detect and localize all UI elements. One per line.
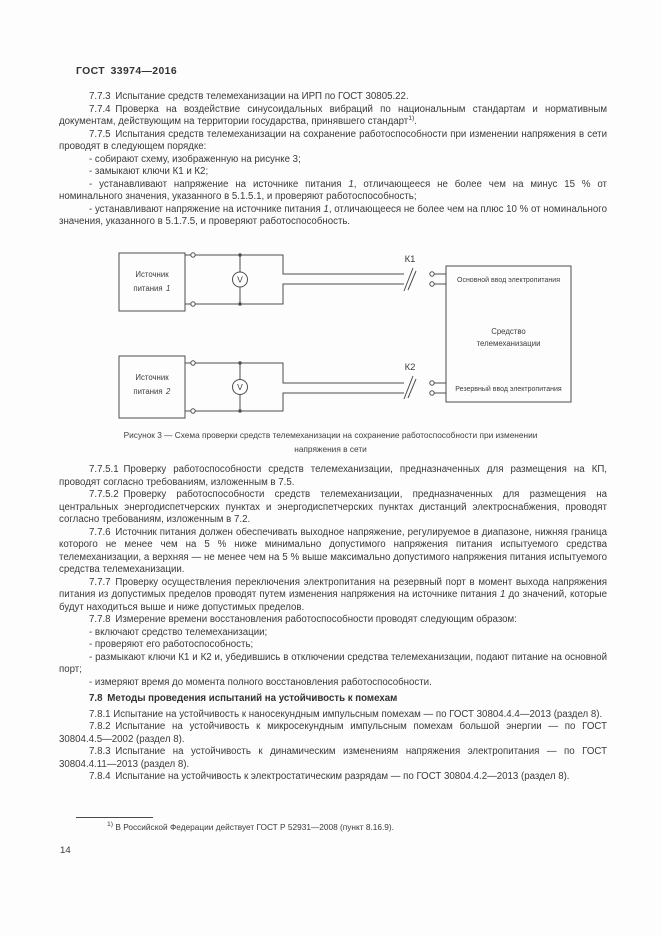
list-item: - измеряют время до момента полного восстановления работоспособности.	[89, 676, 432, 688]
figure-caption-line2: напряжения в сети	[294, 443, 367, 454]
list-item: - собирают схему, изображенную на рисунке 3;	[89, 153, 301, 165]
footnote-body: В Российской Федерации действует ГОСТ Р 52931—2008 (пункт 8.16.9).	[113, 822, 394, 832]
source-1-label-line1: Источник	[135, 270, 169, 279]
paragraph-text: .	[414, 116, 417, 127]
figure-caption-line1: Рисунок 3 — Схема проверки средств телемеханизации на сохранение работоспособности при изменении	[123, 430, 538, 440]
source-1-label-line2: питания	[133, 284, 163, 293]
figure-3	[52, 246, 572, 426]
source-2-number: 2	[166, 387, 171, 396]
paragraph-7-8-1: 7.8.1 Испытание на устойчивость к наносекундным импульсным помехам — по ГОСТ 30804.4.4—2013 (раздел 8).	[89, 708, 603, 720]
switch-k1-blade	[404, 268, 416, 291]
running-header: ГОСТ 33974—2016	[76, 66, 178, 77]
paragraph-text: 7.7.4 Проверка на воздействие синусоидальных вибраций по национальным стандартам и нормативным документам, действующим на территории государства, принявшего стандарт	[59, 103, 607, 127]
terminal	[430, 282, 434, 286]
switch-k2-label: К2	[404, 362, 416, 373]
device-label-line1: Средство	[491, 327, 526, 336]
paragraph-text: - устанавливают напряжение на источнике питания	[89, 203, 324, 215]
section-heading-7-8: 7.8 Методы проведения испытаний на устойчивость к помехам	[89, 693, 398, 704]
paragraph-7-7-4	[59, 104, 607, 129]
figure-3-caption	[0, 429, 661, 456]
footnote-block	[60, 817, 608, 833]
paragraph-text: - устанавливают напряжение на источнике питания	[89, 178, 349, 190]
terminal	[191, 361, 195, 365]
list-item	[59, 204, 607, 229]
paragraph-7-7-5-2: 7.7.5.2 Проверку работоспособности средств телемеханизации, предназначенных для размещения на центральных энергодиспетчерских пунктах и энергодиспетчерских пунктах дистанций электроснабжения, проводят согласно требованиям, изложенным в 7.2.	[59, 489, 607, 525]
voltmeter-1-letter: V	[237, 274, 243, 285]
switch-k1-label: К1	[404, 254, 416, 265]
source-2-label-line1: Источник	[135, 373, 169, 382]
source-1-number: 1	[166, 284, 171, 293]
paragraph-text: 7.7.7 Проверку осуществления переключения электропитания на резервный порт в момент выхода напряжения питания из допустимых пределов проводят путем изменения напряжения на источнике питания	[59, 576, 607, 600]
footnote-reference: 1)	[408, 114, 415, 122]
paragraph-7-8-2: 7.8.2 Испытание на устойчивость к микросекундным импульсным помехам большой энергии — по ГОСТ 30804.4.5—2002 (раздел 8).	[59, 721, 607, 745]
paragraph-7-7-8: 7.7.8 Измерение времени восстановления работоспособности проводят следующим образом:	[89, 614, 517, 625]
list-item: - замыкают ключи К1 и К2;	[89, 166, 209, 177]
power-source-1-box	[119, 253, 185, 311]
main-power-input-label: Основной ввод электропитания	[457, 277, 560, 284]
device-label-line2: телемеханизации	[476, 339, 541, 348]
paragraph-7-7-5: 7.7.5 Испытания средств телемеханизации на сохранение работоспособности при изменении напряжения в сети проводят в следующем порядке:	[59, 128, 607, 152]
italic-number: 1	[348, 178, 354, 190]
footnote-marker: 1)	[107, 821, 114, 829]
paragraph-7-7-6: 7.7.6 Источник питания должен обеспечивать выходное напряжение, регулируемое в диапазоне, нижняя граница которого не менее чем на 5 % ниже минимально допустимого напряжения питания испытуемого средства телемеханизации, а верхняя — не менее чем на 5 % выше максимально допустимого напряжения питания испытуемого средства телемеханизации.	[59, 526, 607, 575]
paragraph-text: до значений, которые будут находиться выше и ниже допустимых пределов.	[59, 589, 607, 613]
paragraph-7-8-4: 7.8.4 Испытание на устойчивость к электростатическим разрядам — по ГОСТ 30804.4.2—2013 (раздел 8).	[89, 771, 570, 782]
paragraph-7-7-7	[59, 577, 607, 615]
terminal	[430, 381, 434, 385]
page-number: 14	[60, 845, 71, 856]
reserve-power-input-label: Резервный ввод электропитания	[455, 386, 562, 393]
switch-k2-blade	[404, 376, 416, 399]
footnote-separator	[76, 817, 153, 818]
paragraph-7-7-5-1: 7.7.5.1 Проверку работоспособности средств телемеханизации, предназначенных для размещения на КП, проводят согласно требованиям, изложенным в 7.5.	[59, 464, 607, 488]
paragraph-text: , отличающееся не более чем на минус 15 % от номинального значения, указанного в 5.1.5.1, и проверяют работоспособность;	[59, 178, 607, 202]
section-7-7-text	[59, 91, 607, 229]
paragraph-7-7-3: 7.7.3 Испытание средств телемеханизации на ИРП по ГОСТ 30805.22.	[89, 91, 409, 102]
figure-3-diagram	[52, 246, 572, 426]
list-item: - включают средство телемеханизации;	[89, 626, 268, 638]
terminals	[191, 253, 434, 413]
italic-number: 1	[499, 589, 506, 600]
list-item: - проверяют его работоспособность;	[89, 639, 254, 650]
footnote-text	[60, 822, 608, 833]
terminal	[191, 302, 195, 306]
terminal	[191, 253, 195, 257]
italic-number: 1	[323, 203, 329, 215]
terminal	[430, 391, 434, 395]
voltmeter-2-letter: V	[237, 382, 243, 392]
paragraph-text: , отличающееся не более чем на плюс 10 % от номинального значения, указанного в 5.1.7.5, и проверяют работоспособность.	[59, 203, 607, 227]
terminal	[191, 409, 195, 413]
list-item	[59, 179, 607, 204]
section-7-7-continued-text	[59, 464, 607, 784]
source-2-label-line2: питания	[133, 387, 163, 396]
paragraph-7-8-3: 7.8.3 Испытание на устойчивость к динамическим изменениям напряжения электропитания — по ГОСТ 30804.4.11—2013 (раздел 8).	[59, 746, 607, 770]
list-item: - размыкают ключи К1 и К2 и, убедившись в отключении средства телемеханизации, подают питание на основной порт;	[59, 651, 607, 675]
terminal	[430, 272, 434, 276]
